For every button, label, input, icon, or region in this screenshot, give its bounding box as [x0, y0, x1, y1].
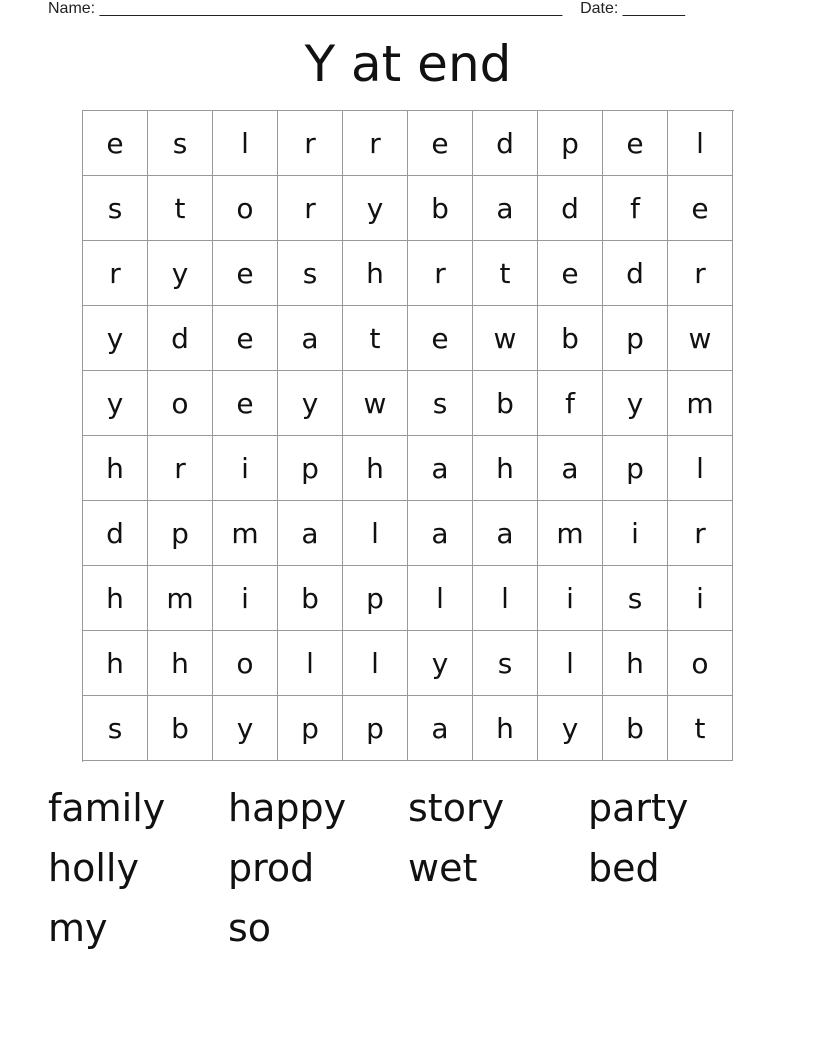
grid-cell: l [408, 566, 473, 631]
grid-cell: l [473, 566, 538, 631]
grid-cell: b [278, 566, 343, 631]
grid-cell: y [213, 696, 278, 761]
grid-cell: y [408, 631, 473, 696]
grid-cell: h [83, 631, 148, 696]
grid-cell: h [343, 241, 408, 306]
grid-cell: a [408, 436, 473, 501]
grid-cell: m [213, 501, 278, 566]
grid-cell: y [538, 696, 603, 761]
grid-cell: r [343, 111, 408, 176]
word-list-item: party [588, 786, 689, 830]
word-list-item: story [408, 786, 505, 830]
grid-cell: a [538, 436, 603, 501]
grid-cell: r [278, 176, 343, 241]
grid-cell: s [83, 176, 148, 241]
page-title: Y at end [304, 35, 512, 93]
grid-cell: h [473, 696, 538, 761]
grid-cell: s [473, 631, 538, 696]
grid-cell: b [603, 696, 668, 761]
grid-cell: e [603, 111, 668, 176]
grid-cell: r [668, 241, 733, 306]
grid-cell: s [83, 696, 148, 761]
grid-cell: t [473, 241, 538, 306]
grid-cell: y [278, 371, 343, 436]
grid-cell: p [343, 696, 408, 761]
grid-cell: e [408, 111, 473, 176]
grid-row [83, 111, 734, 176]
grid-cell: p [343, 566, 408, 631]
grid-cell: i [668, 566, 733, 631]
word-list-item: bed [588, 846, 660, 890]
grid-cell: r [408, 241, 473, 306]
grid-cell: d [83, 501, 148, 566]
grid-cell: i [213, 436, 278, 501]
grid-cell: m [538, 501, 603, 566]
grid-cell: e [408, 306, 473, 371]
grid-cell: r [668, 501, 733, 566]
grid-cell: d [538, 176, 603, 241]
grid-row [83, 371, 734, 436]
grid-cell: m [148, 566, 213, 631]
grid-cell: p [603, 306, 668, 371]
grid-cell: l [343, 501, 408, 566]
grid-cell: e [668, 176, 733, 241]
grid-cell: d [473, 111, 538, 176]
grid-row [83, 306, 734, 371]
grid-row [83, 436, 734, 501]
grid-cell: h [343, 436, 408, 501]
grid-cell: e [213, 371, 278, 436]
grid-cell: h [473, 436, 538, 501]
grid-cell: l [668, 111, 733, 176]
grid-cell: b [408, 176, 473, 241]
grid-cell: t [148, 176, 213, 241]
grid-cell: y [343, 176, 408, 241]
grid-cell: o [213, 631, 278, 696]
grid-cell: r [278, 111, 343, 176]
word-list-item: so [228, 906, 272, 950]
grid-cell: o [668, 631, 733, 696]
grid-cell: e [213, 306, 278, 371]
grid-cell: a [408, 696, 473, 761]
grid-row [83, 696, 734, 761]
grid-cell: l [538, 631, 603, 696]
grid-cell: f [603, 176, 668, 241]
grid-cell: s [408, 371, 473, 436]
grid-cell: m [668, 371, 733, 436]
grid-cell: a [408, 501, 473, 566]
grid-cell: l [213, 111, 278, 176]
grid-cell: r [148, 436, 213, 501]
grid-cell: p [278, 436, 343, 501]
grid-cell: y [148, 241, 213, 306]
grid-cell: w [473, 306, 538, 371]
grid-cell: h [603, 631, 668, 696]
grid-row [83, 501, 734, 566]
grid-cell: b [148, 696, 213, 761]
grid-cell: h [83, 566, 148, 631]
grid-cell: h [148, 631, 213, 696]
grid-cell: y [83, 306, 148, 371]
grid-cell: l [278, 631, 343, 696]
word-list-item: happy [228, 786, 347, 830]
grid-cell: f [538, 371, 603, 436]
grid-cell: p [278, 696, 343, 761]
grid-cell: o [148, 371, 213, 436]
grid-cell: p [538, 111, 603, 176]
grid-row [83, 176, 734, 241]
word-list-item: family [48, 786, 166, 830]
grid-cell: t [668, 696, 733, 761]
word-list-item: holly [48, 846, 139, 890]
grid-cell: d [603, 241, 668, 306]
grid-cell: o [213, 176, 278, 241]
grid-cell: p [603, 436, 668, 501]
grid-row [83, 631, 734, 696]
grid-cell: a [278, 501, 343, 566]
grid-cell: a [278, 306, 343, 371]
grid-cell: i [213, 566, 278, 631]
grid-cell: w [343, 371, 408, 436]
grid-row [83, 566, 734, 631]
grid-cell: l [343, 631, 408, 696]
word-list-item: my [48, 906, 108, 950]
grid-cell: e [538, 241, 603, 306]
grid-row [83, 241, 734, 306]
grid-cell: y [83, 371, 148, 436]
grid-cell: a [473, 176, 538, 241]
grid-cell: s [278, 241, 343, 306]
word-list-item: prod [228, 846, 315, 890]
grid-cell: b [538, 306, 603, 371]
grid-cell: w [668, 306, 733, 371]
grid-cell: y [603, 371, 668, 436]
word-list-item: wet [408, 846, 478, 890]
grid-cell: i [603, 501, 668, 566]
grid-cell: d [148, 306, 213, 371]
grid-cell: e [213, 241, 278, 306]
grid-cell: i [538, 566, 603, 631]
grid-cell: a [473, 501, 538, 566]
grid-cell: s [603, 566, 668, 631]
grid-cell: b [473, 371, 538, 436]
name-date-line: Name: ____________________________________________________ Date: _______ [48, 0, 686, 17]
grid-cell: p [148, 501, 213, 566]
grid-cell: t [343, 306, 408, 371]
grid-cell: e [83, 111, 148, 176]
grid-cell: s [148, 111, 213, 176]
word-list [48, 782, 768, 962]
grid-cell: r [83, 241, 148, 306]
grid-cell: l [668, 436, 733, 501]
letter-grid [82, 110, 734, 762]
grid-cell: h [83, 436, 148, 501]
